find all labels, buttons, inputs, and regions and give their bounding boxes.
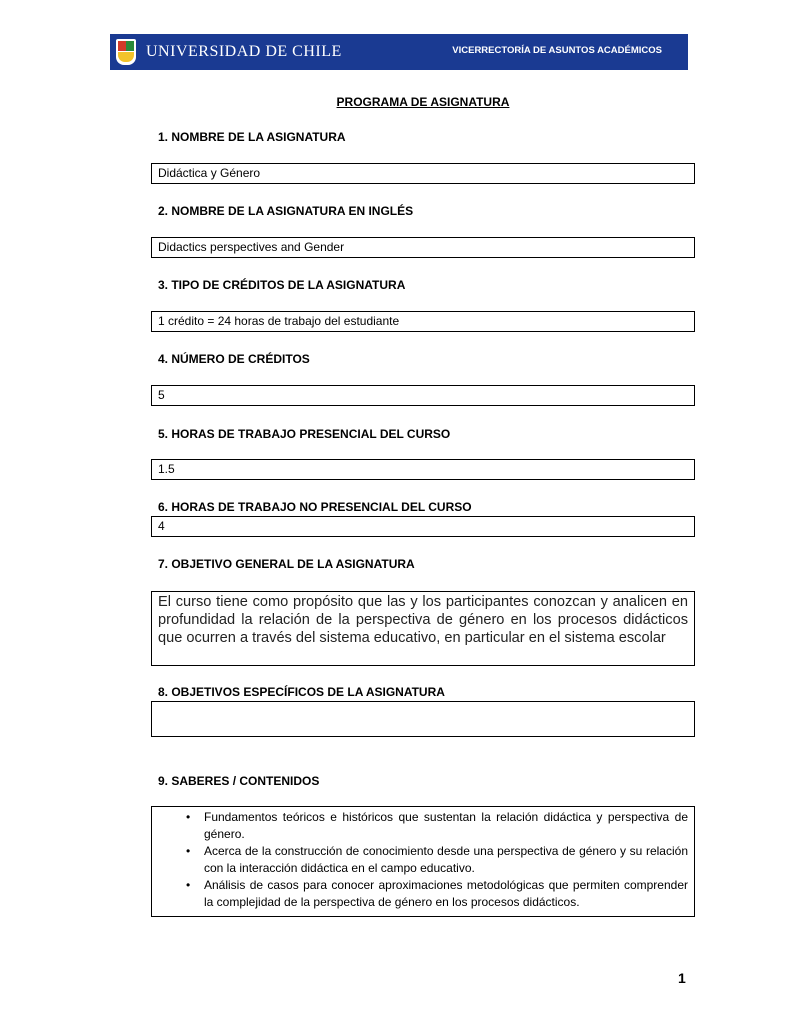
section-2-value: Didactics perspectives and Gender xyxy=(151,237,695,258)
section-9-content-box xyxy=(151,806,695,917)
section-3-heading: 3. TIPO DE CRÉDITOS DE LA ASIGNATURA xyxy=(158,278,406,292)
section-6-heading: 6. HORAS DE TRABAJO NO PRESENCIAL DEL CURSO xyxy=(158,500,472,514)
section-5-value: 1.5 xyxy=(151,459,695,480)
page-number: 1 xyxy=(678,970,686,986)
section-6-value: 4 xyxy=(151,516,695,537)
section-8-heading: 8. OBJETIVOS ESPECÍFICOS DE LA ASIGNATURA xyxy=(158,685,445,699)
section-7-heading: 7. OBJETIVO GENERAL DE LA ASIGNATURA xyxy=(158,557,415,571)
list-item: • Acerca de la construcción de conocimiento desde una perspectiva de género y su relación con la interacción didáctica en el campo educativo. xyxy=(204,843,688,877)
university-crest-icon xyxy=(116,39,136,65)
section-1-value: Didáctica y Género xyxy=(151,163,695,184)
list-item: • Análisis de casos para conocer aproximaciones metodológicas que permiten comprender la complejidad de la perspectiva de género en los procesos didácticos. xyxy=(204,877,688,911)
vicerrectoria-label: VICERRECTORÍA DE ASUNTOS ACADÉMICOS xyxy=(452,45,662,56)
section-4-value: 5 xyxy=(151,385,695,406)
section-1-heading: 1. NOMBRE DE LA ASIGNATURA xyxy=(158,130,346,144)
section-9-heading: 9. SABERES / CONTENIDOS xyxy=(158,774,320,788)
header-banner xyxy=(110,34,688,70)
section-8-value xyxy=(151,701,695,737)
section-5-heading: 5. HORAS DE TRABAJO PRESENCIAL DEL CURSO xyxy=(158,427,451,441)
university-name: UNIVERSIDAD DE CHILE xyxy=(146,43,342,60)
document-title: PROGRAMA DE ASIGNATURA xyxy=(336,95,510,109)
section-4-heading: 4. NÚMERO DE CRÉDITOS xyxy=(158,352,310,366)
section-2-heading: 2. NOMBRE DE LA ASIGNATURA EN INGLÉS xyxy=(158,204,414,218)
list-item: • Fundamentos teóricos e históricos que sustentan la relación didáctica y perspectiva de género. xyxy=(204,809,688,843)
content-list xyxy=(152,809,688,911)
section-3-value: 1 crédito = 24 horas de trabajo del estudiante xyxy=(151,311,695,332)
section-7-value: El curso tiene como propósito que las y los participantes conozcan y analicen en profundidad la relación de la perspectiva de género en los procesos didácticos que ocurren a través del sistema educativo, en particular en el sistema escolar xyxy=(151,591,695,666)
